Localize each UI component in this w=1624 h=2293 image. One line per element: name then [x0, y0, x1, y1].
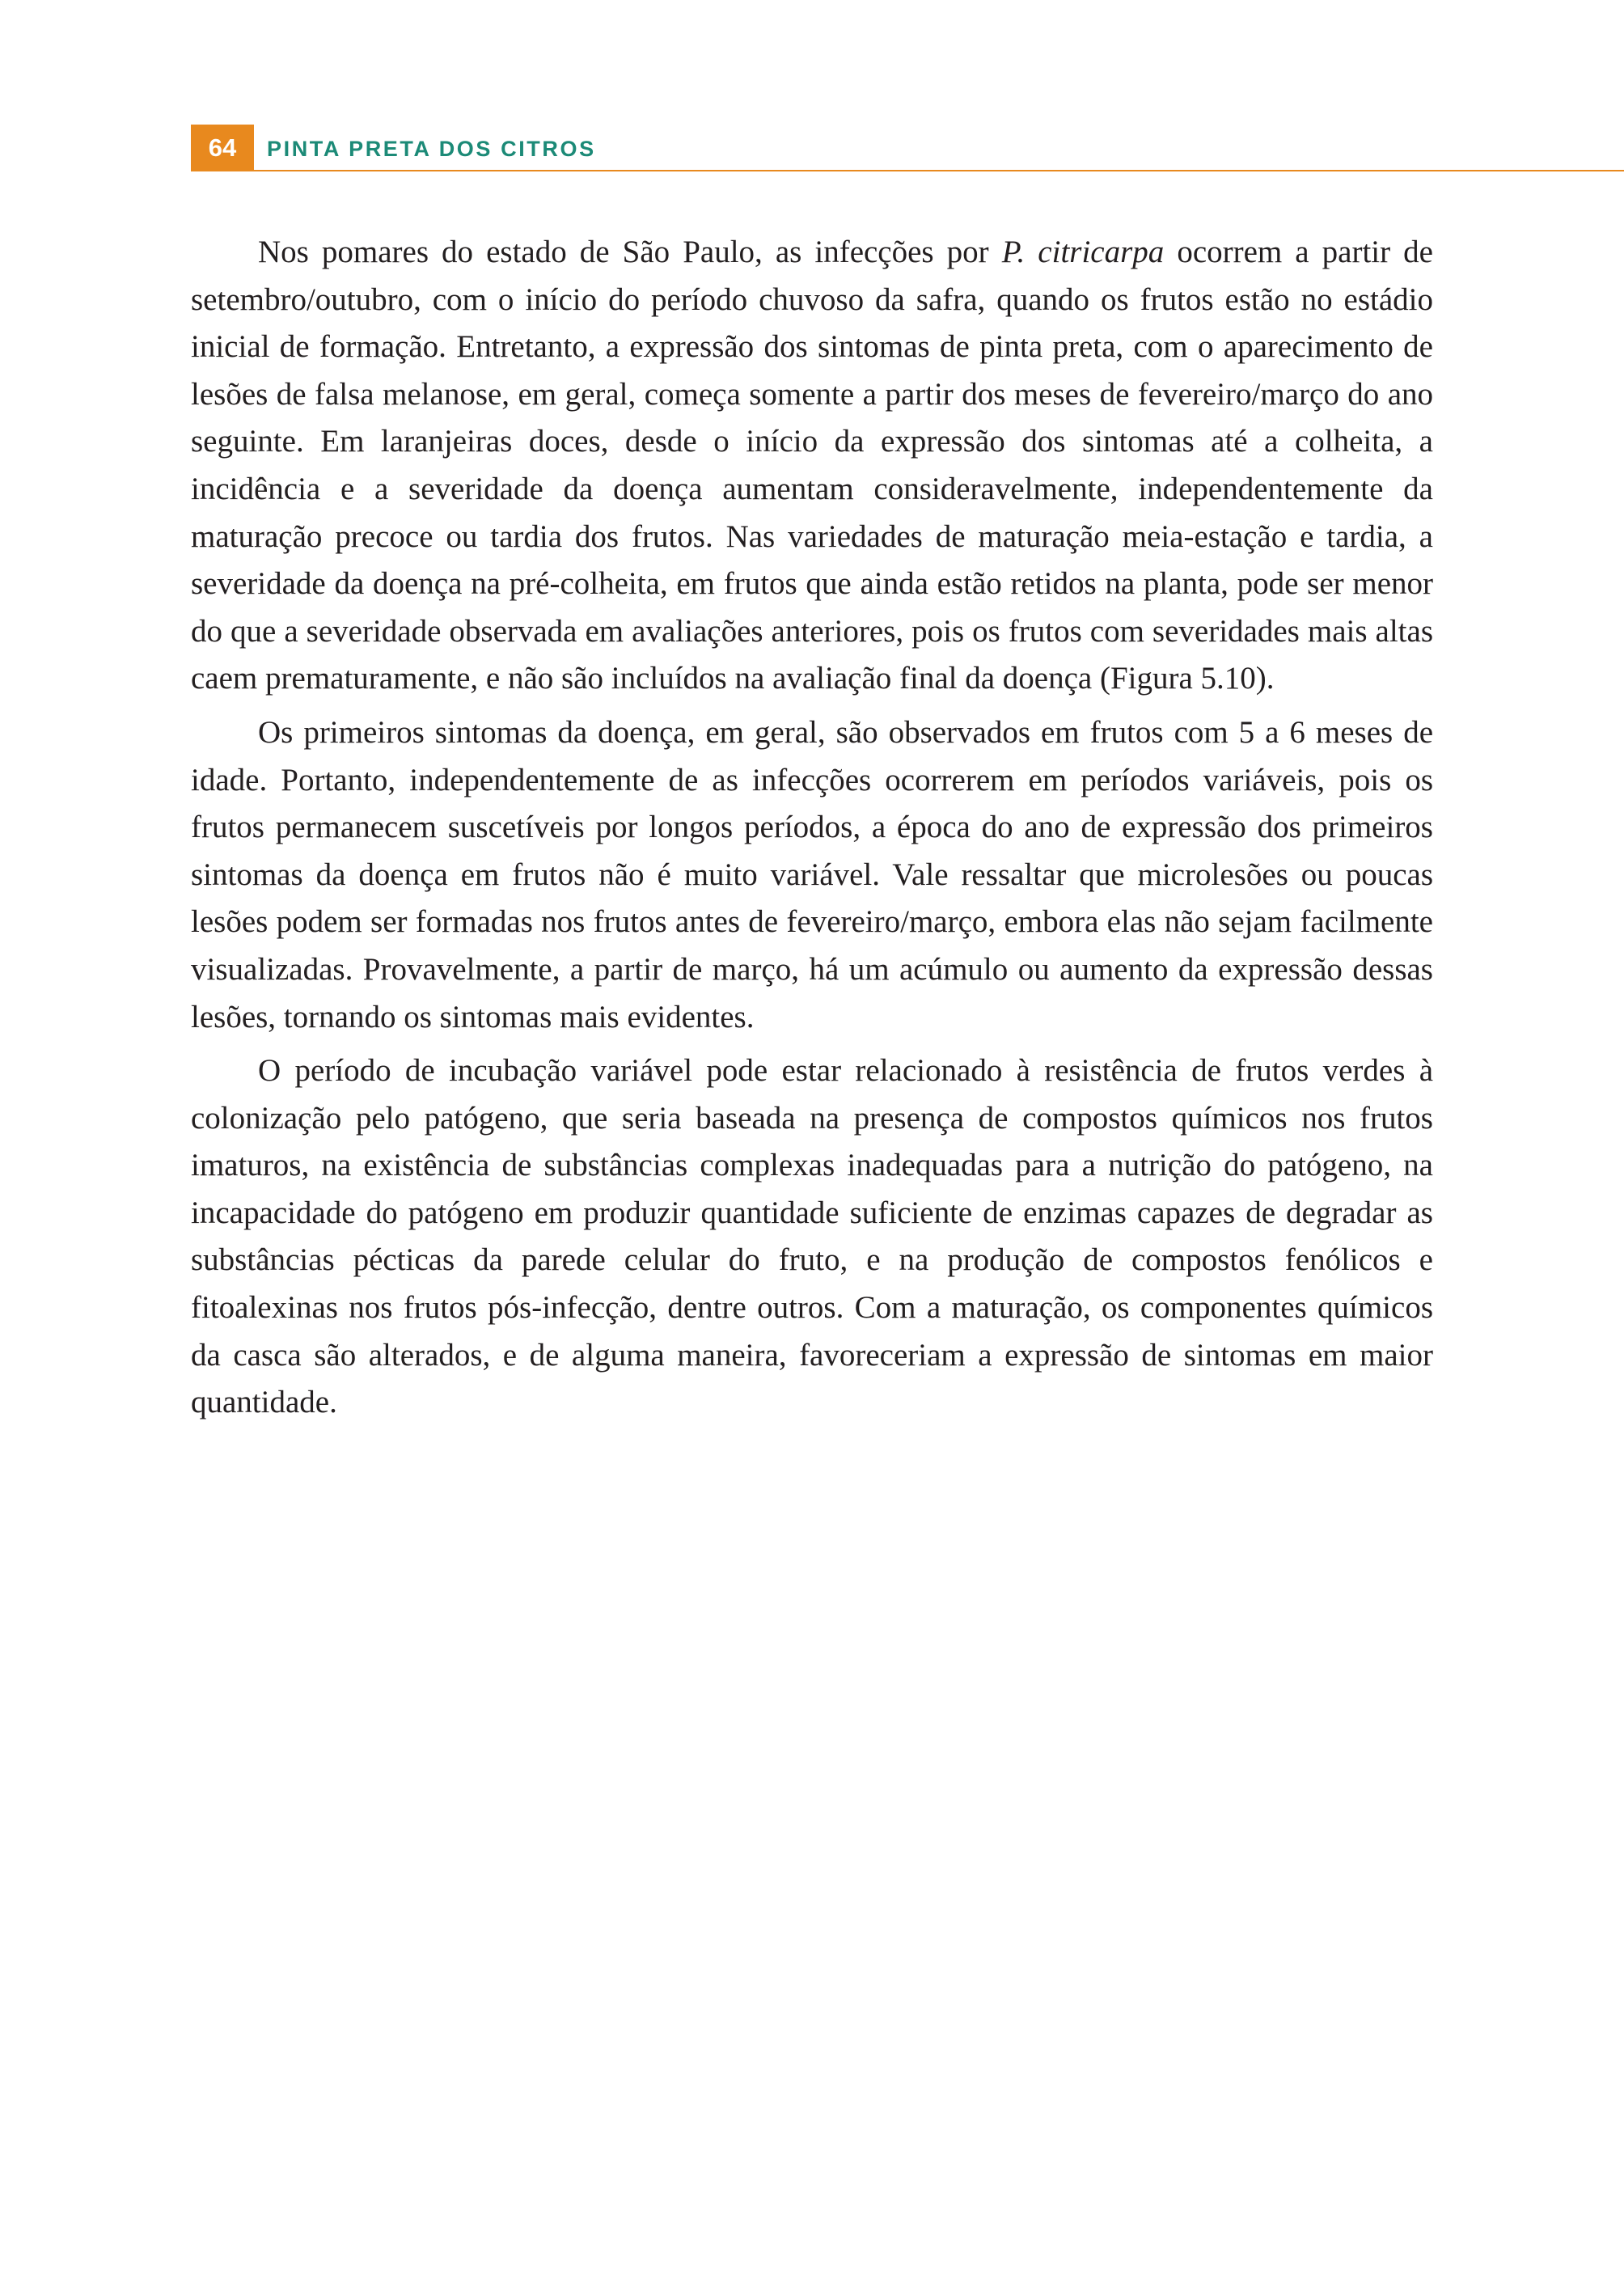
- paragraph-1-text-start: Nos pomares do estado de São Paulo, as infecções por: [258, 235, 1002, 269]
- running-header: [191, 125, 1624, 171]
- body-text: [191, 229, 1433, 1433]
- species-name-italic: P. citricarpa: [1001, 235, 1165, 269]
- paragraph-1: [191, 229, 1433, 703]
- paragraph-3: O período de incubação variável pode estar relacionado à resistência de frutos verdes à colonização pelo patógeno, que seria baseada na presença de compostos químicos nos frutos imaturos, na existência de substâncias complexas inadequadas para a nutrição do patógeno, na incapacidade do patógeno em produzir quantidade suficiente de enzimas capazes de degradar as substâncias pécticas da parede celular do fruto, e na produção de compostos fenólicos e fitoalexinas nos frutos pós-infecção, dentre outros. Com a maturação, os componentes químicos da casca são alterados, e de alguma maneira, favoreceriam a expressão de sintomas em maior quantidade.: [191, 1053, 1433, 1420]
- chapter-running-title: PINTA PRETA DOS CITROS: [267, 137, 596, 161]
- header-rule: [254, 170, 1624, 171]
- paragraph-1-text-end: ocorrem a partir de setembro/outubro, com o início do período chuvoso da safra, quando os frutos estão no estádio inicial de formação. Entretanto, a expressão dos sintomas de pinta preta, com o aparecimento de lesões de falsa melanose, em geral, começa somente a partir dos meses de fevereiro/março do ano seguinte. Em laranjeiras doces, desde o início da expressão dos sintomas até a colheita, a incidência e a severidade da doença aumentam consideravelmente, independentemente da maturação precoce ou tardia dos frutos. Nas variedades de maturação meia-estação e tardia, a severidade da doença na pré-colheita, em frutos que ainda estão retidos na planta, pode ser menor do que a severidade observada em avaliações anteriores, pois os frutos com severidades mais altas caem prematuramente, e não são incluídos na avaliação final da doença (Figura 5.10).: [191, 235, 1433, 696]
- page-number: 64: [191, 125, 254, 171]
- paragraph-2: Os primeiros sintomas da doença, em geral, são observados em frutos com 5 a 6 meses de idade. Portanto, independentemente de as infecções ocorrerem em períodos variáveis, pois os frutos permanecem suscetíveis por longos períodos, a época do ano de expressão dos primeiros sintomas da doença em frutos não é muito variável. Vale ressaltar que microlesões ou poucas lesões podem ser formadas nos frutos antes de fevereiro/março, embora elas não sejam facilmente visualizadas. Provavelmente, a partir de março, há um acúmulo ou aumento da expressão dessas lesões, tornando os sintomas mais evidentes.: [191, 714, 1433, 1034]
